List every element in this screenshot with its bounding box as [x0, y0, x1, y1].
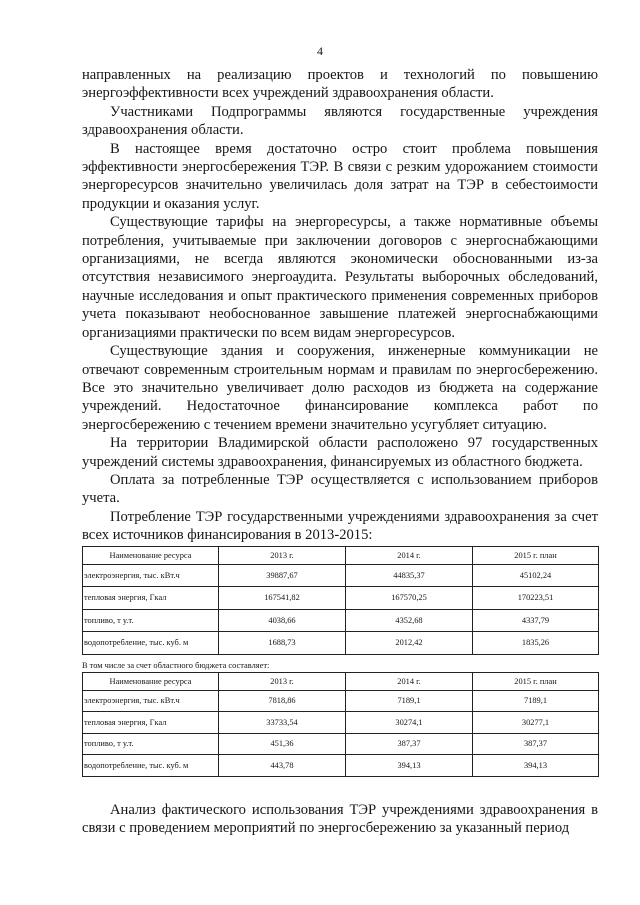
value-cell: 7818,86: [219, 690, 346, 712]
value-cell: 45102,24: [473, 564, 599, 587]
paragraph-7: Оплата за потребленные ТЭР осуществляется с использованием приборов учета.: [82, 471, 598, 507]
table-row: [83, 587, 599, 610]
resource-name-cell: водопотребление, тыс. куб. м: [83, 632, 219, 655]
paragraph-5: Существующие здания и сооружения, инженерные коммуникации не отвечают современным строительным нормам и правилам по энергосбережению. Все это значительно увеличивает долю расходов из бюджета на содержание учреждений. Недостаточное финансирование комплекса работ по энергосбережению с течением времени значительно усугубляет ситуацию.: [82, 343, 598, 433]
table-row: [83, 755, 599, 777]
value-cell: 387,37: [473, 733, 599, 755]
table-header-cell: 2013 г.: [219, 546, 346, 564]
table-row: [83, 632, 599, 655]
table-header-row: [83, 672, 599, 690]
value-cell: 170223,51: [473, 587, 599, 610]
value-cell: 4352,68: [346, 609, 473, 632]
document-body: [82, 66, 598, 837]
page-number: 4: [317, 44, 323, 58]
table-header-cell: 2013 г.: [219, 672, 346, 690]
resource-name-cell: электроэнергия, тыс. кВт.ч: [83, 564, 219, 587]
value-cell: 1835,26: [473, 632, 599, 655]
value-cell: 2012,42: [346, 632, 473, 655]
resource-name-cell: водопотребление, тыс. куб. м: [83, 755, 219, 777]
value-cell: 7189,1: [346, 690, 473, 712]
paragraph-6: На территории Владимирской области расположено 97 государственных учреждений системы здравоохранения, финансируемых из областного бюджета.: [82, 435, 598, 470]
value-cell: 4038,66: [219, 609, 346, 632]
value-cell: 33733,54: [219, 712, 346, 734]
value-cell: 30277,1: [473, 712, 599, 734]
table-header-row: [83, 546, 599, 564]
paragraph-1: направленных на реализацию проектов и технологий по повышению энергоэффективности всех учреждений здравоохранения области.: [82, 67, 598, 102]
table-header-cell: 2014 г.: [346, 546, 473, 564]
resource-name-cell: электроэнергия, тыс. кВт.ч: [83, 690, 219, 712]
table-header-cell: 2015 г. план: [473, 672, 599, 690]
table-row: [83, 690, 599, 712]
table-row: [83, 609, 599, 632]
value-cell: 387,37: [346, 733, 473, 755]
value-cell: 44835,37: [346, 564, 473, 587]
table-row: [83, 712, 599, 734]
paragraph-2: Участниками Подпрограммы являются государственные учреждения здравоохранения области.: [82, 103, 598, 139]
paragraph-8: Потребление ТЭР государственными учреждениями здравоохранения за счет всех источников финансирования в 2013-2015:: [82, 508, 598, 544]
table-row: [83, 733, 599, 755]
value-cell: 167570,25: [346, 587, 473, 610]
table2-caption: В том числе за счет областного бюджета составляет:: [82, 660, 270, 670]
paragraph-9: Анализ фактического использования ТЭР учреждениями здравоохранения в связи с проведением мероприятий по энергосбережению за указанный период: [82, 801, 598, 836]
table-row: [83, 564, 599, 587]
table-header-cell: 2014 г.: [346, 672, 473, 690]
paragraph-3: В настоящее время достаточно остро стоит проблема повышения эффективности энергосбережения ТЭР. В связи с резким удорожанием стоимости энергоресурсов значительно увеличилась доля затрат на ТЭР в себестоимости продукции и оказания услуг.: [82, 140, 598, 212]
value-cell: 394,13: [346, 755, 473, 777]
value-cell: 394,13: [473, 755, 599, 777]
value-cell: 4337,79: [473, 609, 599, 632]
table-header-cell: Наименование ресурса: [83, 546, 219, 564]
resource-name-cell: топливо, т у.т.: [83, 733, 219, 755]
value-cell: 167541,82: [219, 587, 346, 610]
value-cell: 30274,1: [346, 712, 473, 734]
resource-name-cell: тепловая энергия, Гкал: [83, 712, 219, 734]
table-header-cell: 2015 г. план: [473, 546, 599, 564]
resource-name-cell: тепловая энергия, Гкал: [83, 587, 219, 610]
consumption-table-all-sources: [82, 546, 599, 655]
value-cell: 39887,67: [219, 564, 346, 587]
value-cell: 7189,1: [473, 690, 599, 712]
value-cell: 1688,73: [219, 632, 346, 655]
consumption-table-regional-budget: [82, 672, 599, 777]
resource-name-cell: топливо, т у.т.: [83, 609, 219, 632]
table-header-cell: Наименование ресурса: [83, 672, 219, 690]
value-cell: 443,78: [219, 755, 346, 777]
paragraph-4: Существующие тарифы на энергоресурсы, а также нормативные объемы потребления, учитываемые при заключении договоров с энергоснабжающими организациями, не всегда являются экономически обоснованными из-за отсутствия независимого энергоаудита. Результаты выборочных обследований, научные исследования и опыт практического применения современных приборов учета показывают необоснованное завышение платежей энергоснабжающими организациями практически по всем видам энергоресурсов.: [82, 214, 598, 341]
value-cell: 451,36: [219, 733, 346, 755]
